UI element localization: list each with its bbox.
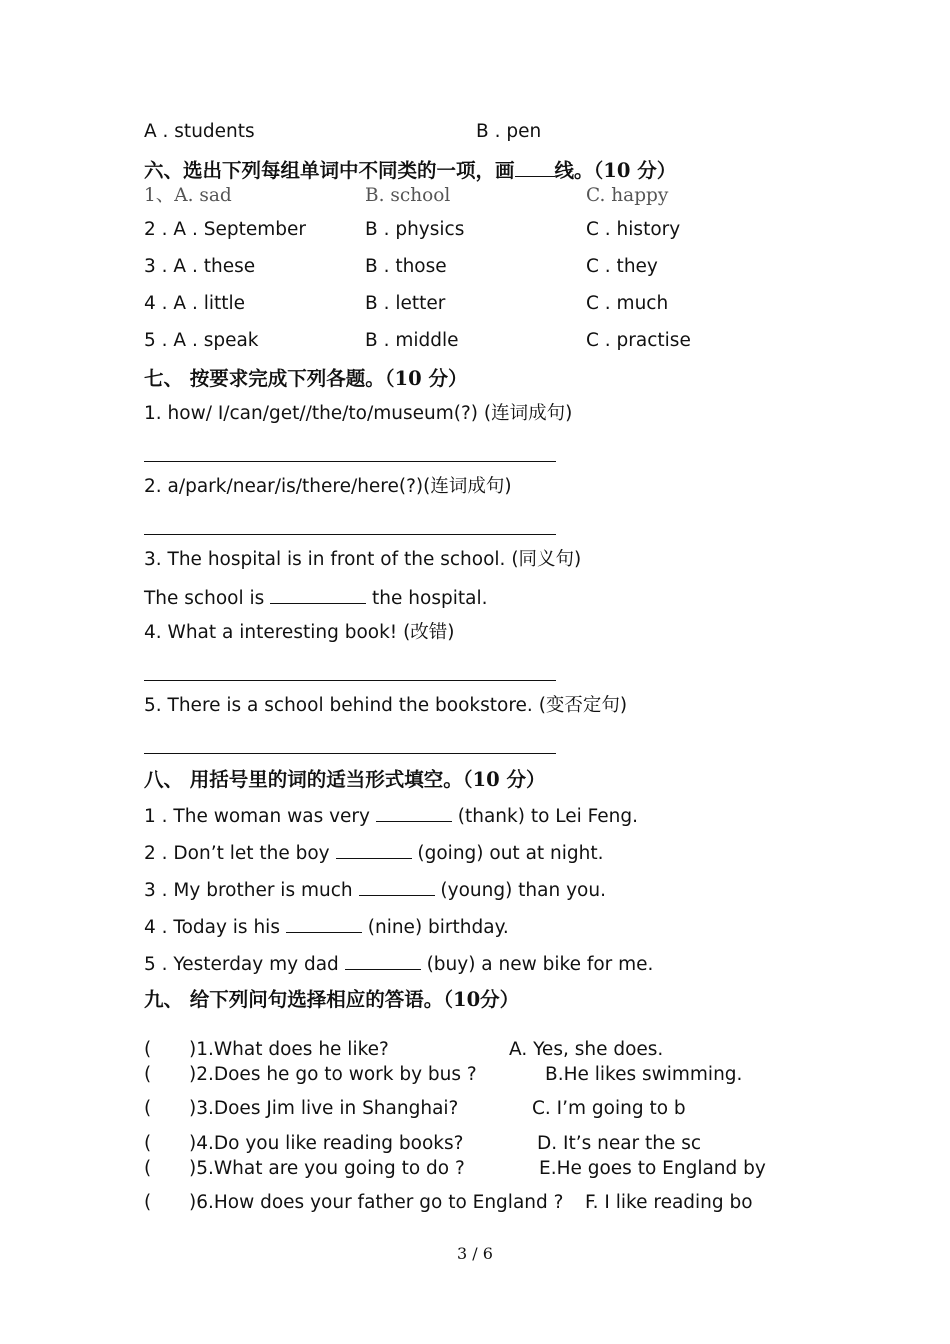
s8-item4-pre: 4 . Today is his (144, 917, 280, 938)
s8-item5 (144, 951, 653, 977)
s9-row2-question: )2.Does he go to work by bus ? (189, 1064, 477, 1085)
s6-row5-b: B . middle (365, 330, 459, 351)
s8-item5-post: (buy) a new bike for me. (426, 954, 654, 975)
option-b-pen: B . pen (476, 121, 542, 142)
s9-row5-question: )5.What are you going to do ? (189, 1158, 465, 1179)
s9-row6-answer: F. I like reading bo (585, 1192, 753, 1213)
s7-question5: 5. There is a school behind the bookstore. (变否定句) (144, 695, 628, 716)
s9-row3-answer: C. I’m going to b (532, 1098, 686, 1119)
s8-item1-pre: 1 . The woman was very (144, 806, 370, 827)
s8-item3-pre: 3 . My brother is much (144, 880, 353, 901)
s8-item3 (144, 877, 606, 903)
s6-row4-c: C . much (586, 293, 669, 314)
s9-row1-question: )1.What does he like? (189, 1039, 389, 1060)
s6-row3-b: B . those (365, 256, 447, 277)
s7-q3-post: the hospital. (372, 588, 488, 609)
s6-row3-c: C . they (586, 256, 658, 277)
s6-row1-a: 1、A. sad (144, 185, 232, 206)
s9-row2-answer: B.He likes swimming. (545, 1064, 743, 1085)
s6-row1-b: B. school (365, 185, 451, 206)
s6-row2-b: B . physics (365, 219, 465, 240)
fill-blank[interactable] (376, 803, 452, 822)
s9-row6-question: )6.How does your father go to England ? (189, 1192, 564, 1213)
section9-heading: 九、 给下列问句选择相应的答语。（10分） (144, 988, 520, 1011)
s9-row4-question: )4.Do you like reading books? (189, 1133, 464, 1154)
s9-row3-open: ( (144, 1098, 152, 1119)
s6-row5-a: 5 . A . speak (144, 330, 259, 351)
s7-question3-fill (144, 585, 487, 611)
fill-blank[interactable] (270, 585, 366, 604)
section6-heading (144, 158, 676, 183)
page-number: 3 / 6 (457, 1244, 493, 1263)
section8-heading: 八、 用括号里的词的适当形式填空。（10 分） (144, 768, 546, 791)
fill-blank[interactable] (359, 877, 435, 896)
s8-item2-pre: 2 . Don’t let the boy (144, 843, 330, 864)
answer-line-4[interactable] (144, 680, 556, 681)
section7-heading: 七、 按要求完成下列各题。（10 分） (144, 367, 468, 390)
s6-row5-c: C . practise (586, 330, 691, 351)
s9-row5-open: ( (144, 1158, 152, 1179)
s6-row2-a: 2 . A . September (144, 219, 306, 240)
s6-row3-a: 3 . A . these (144, 256, 256, 277)
s6-row2-c: C . history (586, 219, 681, 240)
s7-question2: 2. a/park/near/is/there/here(?)(连词成句) (144, 476, 512, 497)
option-a-students: A . students (144, 121, 255, 142)
fill-blank[interactable] (345, 951, 421, 970)
s9-row5-answer: E.He goes to England by (539, 1158, 766, 1179)
s7-question1: 1. how/ I/can/get//the/to/museum(?) (连词成句) (144, 403, 573, 424)
underline-blank (515, 158, 555, 177)
answer-line-1[interactable] (144, 461, 556, 462)
s8-item2 (144, 840, 604, 866)
s9-row6-open: ( (144, 1192, 152, 1213)
section6-heading-pre: 六、选出下列每组单词中不同类的一项，画 (144, 159, 515, 182)
s6-row4-b: B . letter (365, 293, 446, 314)
fill-blank[interactable] (286, 914, 362, 933)
s9-row1-open: ( (144, 1039, 152, 1060)
s7-q3-pre: The school is (144, 588, 265, 609)
s7-question4: 4. What a interesting book! (改错) (144, 622, 455, 643)
s6-row4-a: 4 . A . little (144, 293, 246, 314)
s8-item1 (144, 803, 638, 829)
section6-heading-post: 线。（10 分） (554, 159, 677, 182)
s9-row2-open: ( (144, 1064, 152, 1085)
s9-row4-answer: D. It’s near the sc (537, 1133, 702, 1154)
s9-row4-open: ( (144, 1133, 152, 1154)
s6-row1-c: C. happy (586, 185, 669, 206)
s9-row1-answer: A. Yes, she does. (509, 1039, 664, 1060)
answer-line-5[interactable] (144, 753, 556, 754)
s8-item2-post: (going) out at night. (417, 843, 604, 864)
s8-item4-post: (nine) birthday. (367, 917, 509, 938)
s7-question3: 3. The hospital is in front of the school. (同义句) (144, 549, 582, 570)
s8-item5-pre: 5 . Yesterday my dad (144, 954, 339, 975)
s8-item3-post: (young) than you. (440, 880, 606, 901)
s8-item1-post: (thank) to Lei Feng. (457, 806, 639, 827)
s9-row3-question: )3.Does Jim live in Shanghai? (189, 1098, 459, 1119)
fill-blank[interactable] (336, 840, 412, 859)
answer-line-2[interactable] (144, 534, 556, 535)
s8-item4 (144, 914, 509, 940)
